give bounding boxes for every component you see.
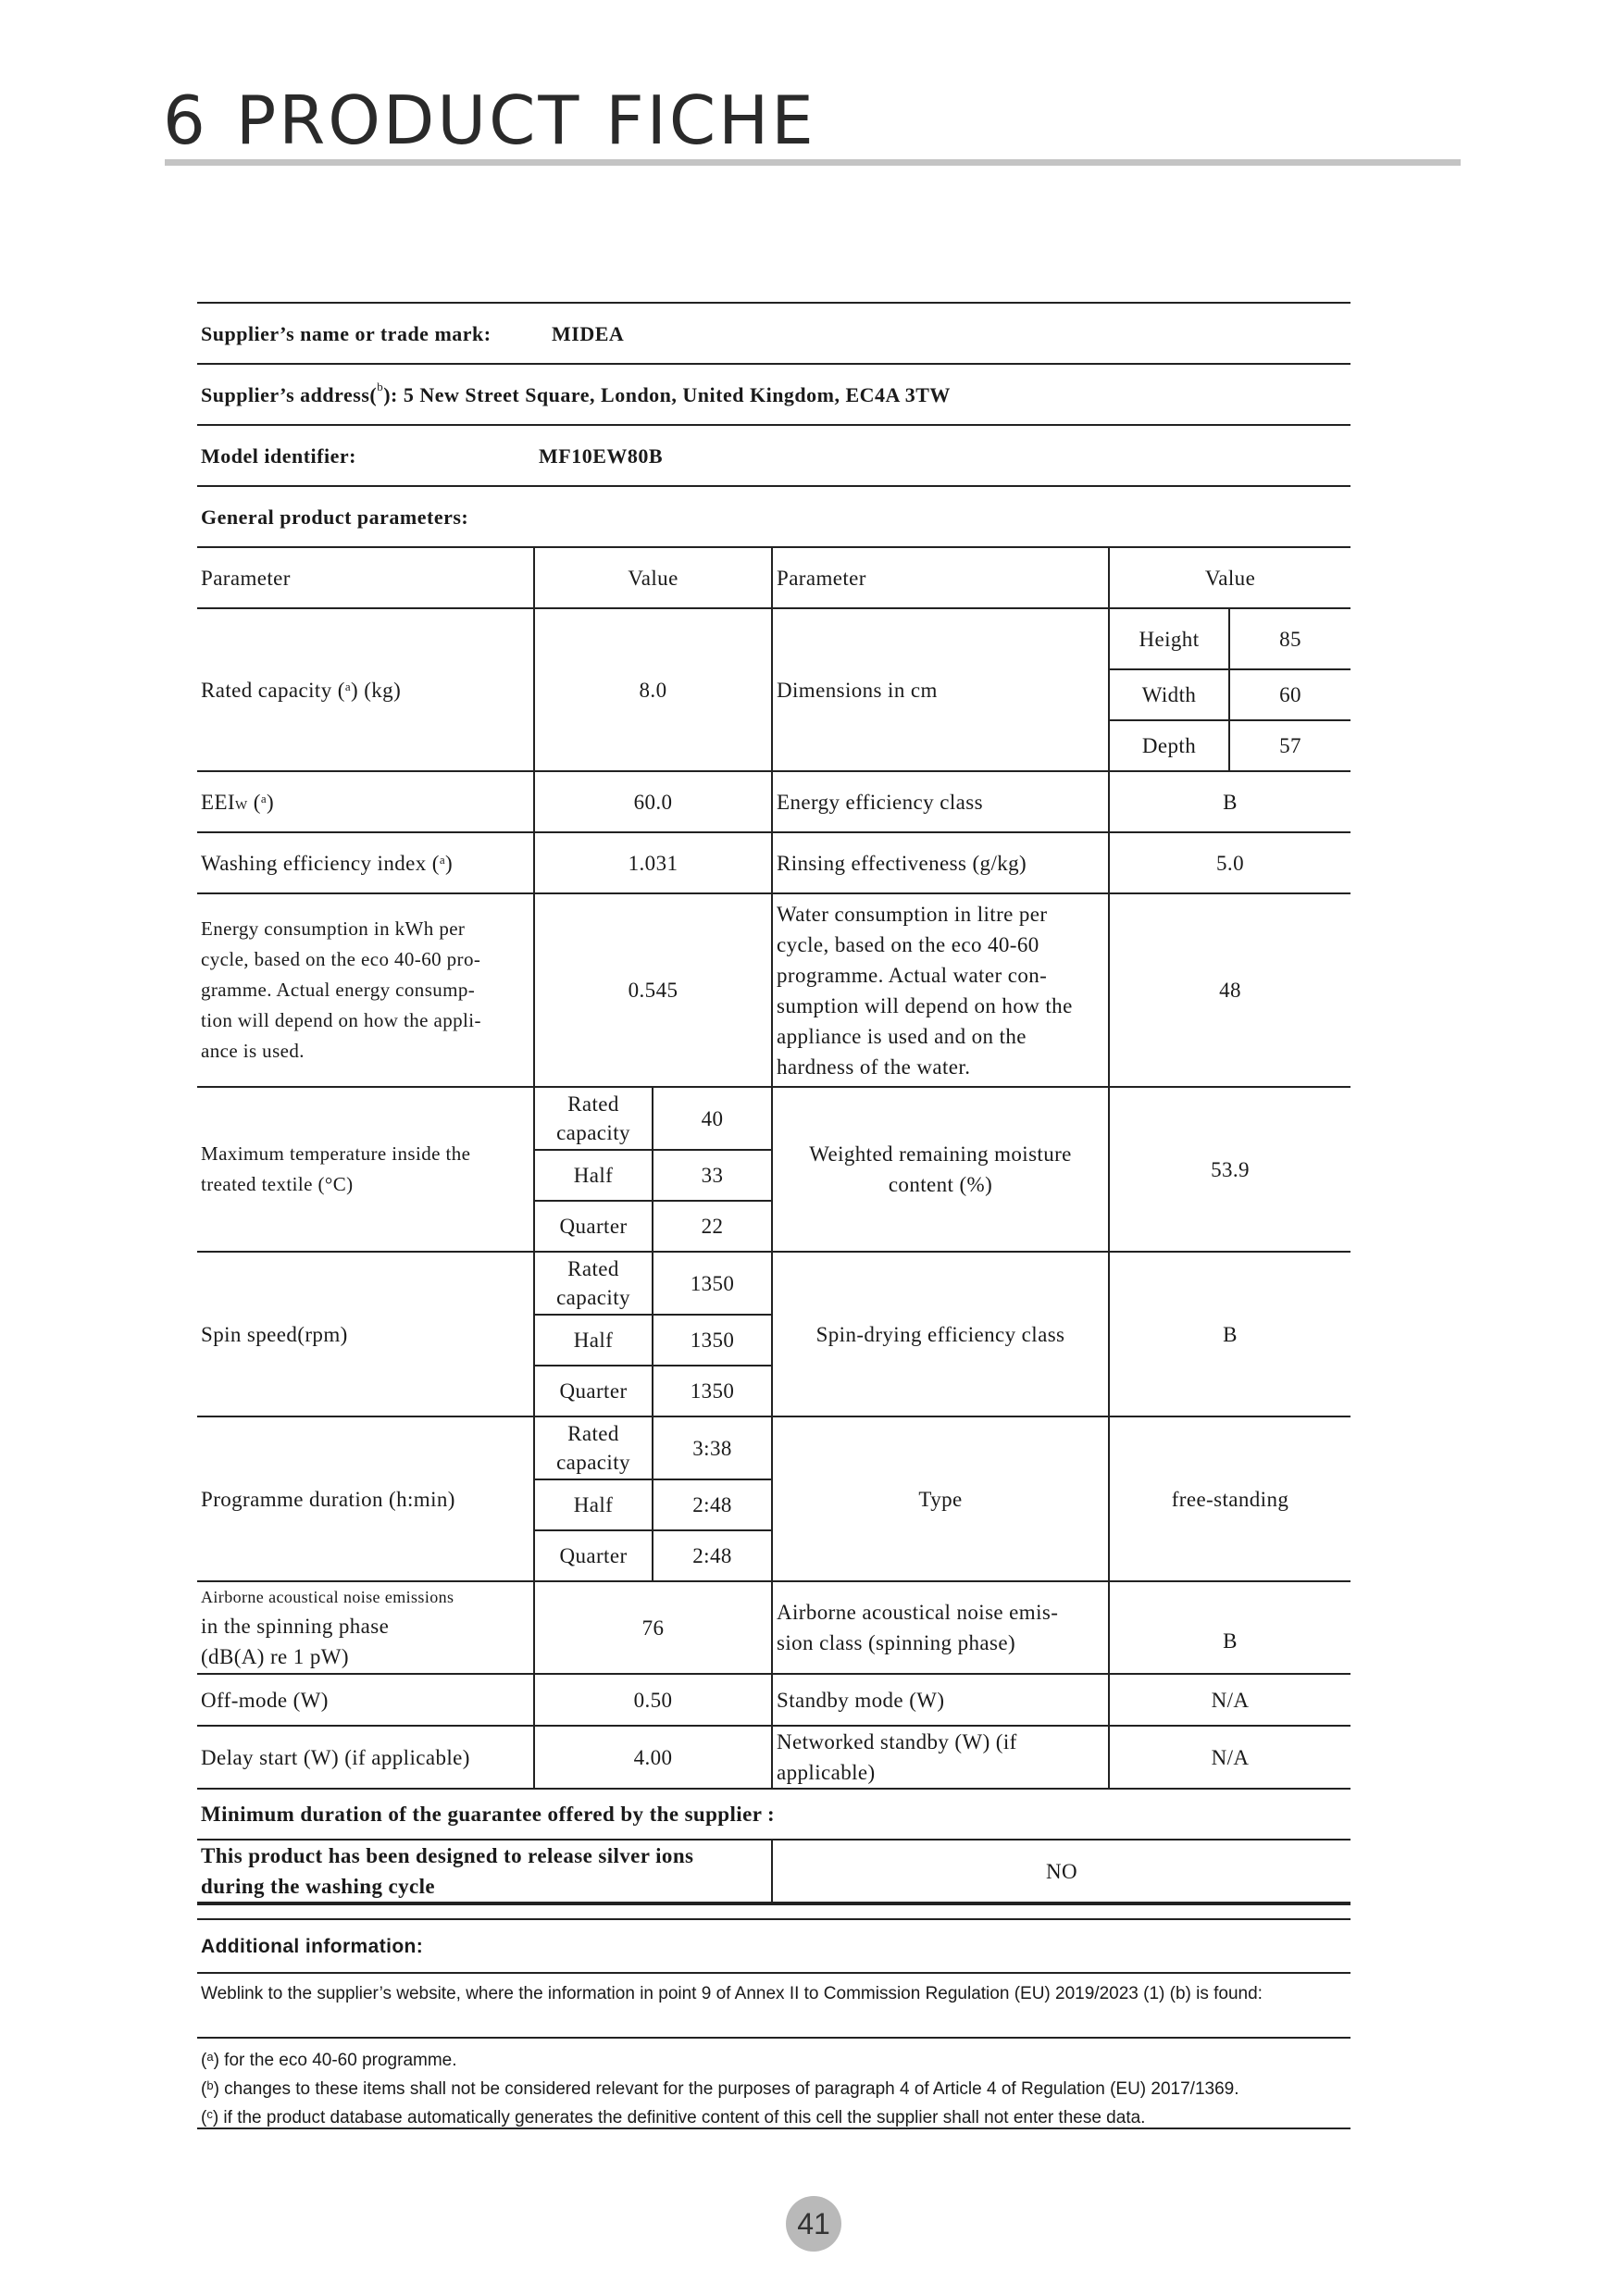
text-line: This product has been designed to release silver ions [201, 1844, 694, 1867]
additional-information [197, 1903, 1350, 2129]
product-fiche [197, 302, 1350, 2129]
text-line: ance is used. [201, 1040, 305, 1062]
spin-speed-label: Spin speed(rpm) [197, 1252, 534, 1416]
text-line: Weighted remaining moisture [809, 1142, 1072, 1166]
text-line: gramme. Actual energy consump- [201, 979, 476, 1001]
text-line: appliance is used and on the [777, 1024, 1027, 1048]
rinsing-value: 5.0 [1109, 832, 1350, 893]
text-line: Rated [567, 1092, 619, 1116]
text-line: cycle, based on the eco 40-60 pro- [201, 948, 481, 970]
rated-capacity-sublabel [534, 1087, 653, 1150]
text-line: Airborne acoustical noise emissions [201, 1588, 454, 1606]
supplier-address [201, 380, 951, 407]
text-line: hardness of the water. [777, 1054, 971, 1079]
spin-speed-half-value: 1350 [653, 1315, 772, 1366]
table-row [197, 1840, 1350, 1903]
supplier-name-label: Supplier’s name or trade mark: [201, 322, 492, 345]
rated-capacity-sublabel [534, 1416, 653, 1479]
noise-value: 76 [534, 1581, 772, 1674]
duration-rated-value: 3:38 [653, 1416, 772, 1479]
energy-class-value: B [1109, 771, 1350, 832]
half-sublabel: Half [534, 1315, 653, 1366]
height-value: 85 [1229, 608, 1350, 669]
silver-ions-value: NO [772, 1840, 1350, 1903]
rated-capacity-sublabel [534, 1252, 653, 1315]
width-label: Width [1109, 669, 1229, 720]
table-row [197, 771, 1350, 832]
water-consumption-value: 48 [1109, 893, 1350, 1087]
subscript: W [234, 798, 248, 813]
type-label: Type [772, 1416, 1109, 1581]
weblink-row [197, 1972, 1350, 2037]
energy-consumption-value: 0.545 [534, 893, 772, 1087]
table-row [197, 608, 1350, 669]
supplier-address-row [197, 363, 1350, 424]
rated-capacity-label [197, 608, 534, 771]
label-text: Rated capacity ( [201, 678, 345, 702]
label-text: ) [445, 851, 454, 875]
max-temp-label [197, 1087, 534, 1252]
duration-half-value: 2:48 [653, 1479, 772, 1530]
spin-class-value: B [1109, 1252, 1350, 1416]
footnotes [197, 2037, 1350, 2129]
width-value: 60 [1229, 669, 1350, 720]
model-row [197, 424, 1350, 485]
spacer [197, 1903, 1350, 1918]
depth-value: 57 [1229, 720, 1350, 771]
general-parameters-row [197, 485, 1350, 546]
table-row [197, 1416, 1350, 1479]
column-header: Value [1109, 547, 1350, 608]
eei-label [197, 771, 534, 832]
footnote-ref: a [260, 791, 267, 805]
label-text: Washing efficiency index ( [201, 851, 440, 875]
footnote-text: ) changes to these items shall not be considered relevant for the purposes of paragraph 4 of Article 4 of Regulation (EU) 2017/1369. [213, 2079, 1239, 2099]
additional-info-title: Additional information: [201, 1936, 424, 1957]
standby-value: N/A [1109, 1674, 1350, 1726]
page-number: 41 [786, 2196, 841, 2252]
table-header-row [197, 547, 1350, 608]
guarantee-label: Minimum duration of the guarantee offered by the supplier : [197, 1789, 1350, 1840]
washing-index-label [197, 832, 534, 893]
parameters-table [197, 546, 1350, 1903]
quarter-sublabel: Quarter [534, 1530, 653, 1581]
eei-value: 60.0 [534, 771, 772, 832]
programme-duration-label: Programme duration (h:min) [197, 1416, 534, 1581]
footnote-ref: b [377, 380, 384, 393]
noise-class-label [772, 1581, 1109, 1674]
half-sublabel: Half [534, 1479, 653, 1530]
supplier-name-value: MIDEA [552, 322, 625, 345]
half-sublabel: Half [534, 1150, 653, 1201]
text-line: Airborne acoustical noise emis- [777, 1601, 1059, 1624]
text-line: cycle, based on the eco 40-60 [777, 932, 1039, 956]
footnote: ($^c$) if the product database automatically generates the definitive content of this cell the supplier shall not enter these data. [201, 2107, 1146, 2128]
spin-speed-quarter-value: 1350 [653, 1366, 772, 1416]
label-text: ) [266, 790, 275, 814]
text-line: Networked standby (W) (if [777, 1730, 1017, 1753]
energy-consumption-label [197, 893, 534, 1087]
footnote-marker: c [206, 2107, 213, 2121]
additional-info-title-row [197, 1918, 1350, 1972]
text-line: programme. Actual water con- [777, 963, 1048, 987]
energy-class-label: Energy efficiency class [772, 771, 1109, 832]
table-row [197, 1726, 1350, 1789]
text-line: content (%) [888, 1173, 993, 1196]
silver-ions-label [197, 1840, 772, 1903]
max-temp-rated-value: 40 [653, 1087, 772, 1150]
delay-start-value: 4.00 [534, 1726, 772, 1789]
footnote-text: ) for the eco 40-60 programme. [213, 2051, 457, 2070]
text-line: treated textile (°C) [201, 1173, 354, 1195]
max-temp-half-value: 33 [653, 1150, 772, 1201]
general-parameters-label: General product parameters: [201, 505, 469, 529]
text-line: sumption will depend on how the [777, 993, 1073, 1017]
text-line: capacity [556, 1286, 630, 1309]
supplier-address-label: Supplier’s address( [201, 383, 378, 406]
off-mode-label: Off-mode (W) [197, 1674, 534, 1726]
height-label: Height [1109, 608, 1229, 669]
rated-capacity-value: 8.0 [534, 608, 772, 771]
networked-standby-value: N/A [1109, 1726, 1350, 1789]
type-value: free-standing [1109, 1416, 1350, 1581]
section-number: 6 [163, 81, 208, 159]
table-row [197, 1581, 1350, 1674]
section-title: PRODUCT FICHE [235, 81, 816, 159]
moisture-value: 53.9 [1109, 1087, 1350, 1252]
column-header: Parameter [772, 547, 1109, 608]
networked-standby-label [772, 1726, 1109, 1789]
footnote: ($^a$) for the eco 40-60 programme. [201, 2050, 457, 2070]
footnote: ($^b$) changes to these items shall not be considered relevant for the purposes of paragraph 4 of Article 4 of Regulation (EU) 2017/1369. [201, 2078, 1239, 2099]
footnote-marker: a [206, 2050, 214, 2064]
noise-class-value: B [1109, 1581, 1350, 1674]
footnote-text: ) if the product database automatically generates the definitive content of this cell the supplier shall not enter these data. [212, 2108, 1146, 2128]
table-row [197, 1252, 1350, 1315]
standby-label: Standby mode (W) [772, 1674, 1109, 1726]
quarter-sublabel: Quarter [534, 1201, 653, 1252]
depth-label: Depth [1109, 720, 1229, 771]
quarter-sublabel: Quarter [534, 1366, 653, 1416]
column-header: Value [534, 547, 772, 608]
table-row [197, 893, 1350, 1087]
text-line: (dB(A) re 1 pW) [201, 1645, 349, 1668]
supplier-address-value: ): 5 New Street Square, London, United Kingdom, EC4A 3TW [383, 383, 951, 406]
table-row [197, 832, 1350, 893]
supplier-name-row [197, 302, 1350, 363]
duration-quarter-value: 2:48 [653, 1530, 772, 1581]
footnote-ref: a [344, 679, 351, 693]
label-text: ) (kg) [351, 678, 402, 702]
text-line: tion will depend on how the appli- [201, 1009, 481, 1031]
rinsing-label: Rinsing effectiveness (g/kg) [772, 832, 1109, 893]
text-line: Rated [567, 1257, 619, 1280]
table-row [197, 1789, 1350, 1840]
off-mode-value: 0.50 [534, 1674, 772, 1726]
text-line: Rated [567, 1422, 619, 1445]
model-value: MF10EW80B [539, 444, 664, 468]
water-consumption-label [772, 893, 1109, 1087]
dimensions-label: Dimensions in cm [772, 608, 1109, 771]
moisture-label [772, 1087, 1109, 1252]
text-line: capacity [556, 1451, 630, 1474]
text-line: during the washing cycle [201, 1875, 436, 1898]
delay-start-label: Delay start (W) (if applicable) [197, 1726, 534, 1789]
label-text: ( [247, 790, 261, 814]
text-line: Water consumption in litre per [777, 902, 1048, 926]
column-header: Parameter [197, 547, 534, 608]
text-line: applicable) [777, 1761, 876, 1784]
washing-index-value: 1.031 [534, 832, 772, 893]
title-underline [165, 159, 1461, 166]
model-label: Model identifier: [201, 444, 356, 468]
text-line: sion class (spinning phase) [777, 1631, 1016, 1654]
max-temp-quarter-value: 22 [653, 1201, 772, 1252]
footnote-marker: b [206, 2078, 214, 2092]
table-row [197, 1087, 1350, 1150]
noise-label [197, 1581, 534, 1674]
text-line: capacity [556, 1121, 630, 1144]
text-line: in the spinning phase [201, 1615, 390, 1638]
spin-speed-rated-value: 1350 [653, 1252, 772, 1315]
weblink-text: Weblink to the supplier’s website, where the information in point 9 of Annex II to Commission Regulation (EU) 2019/2023 (1) (b) is found: [201, 1984, 1263, 2003]
text-line: Maximum temperature inside the [201, 1142, 471, 1165]
page-title [163, 81, 816, 159]
text-line: Energy consumption in kWh per [201, 917, 466, 940]
spin-class-label: Spin-drying efficiency class [772, 1252, 1109, 1416]
footnote-ref: a [439, 852, 446, 867]
table-row [197, 1674, 1350, 1726]
label-text: EEI [201, 790, 235, 814]
